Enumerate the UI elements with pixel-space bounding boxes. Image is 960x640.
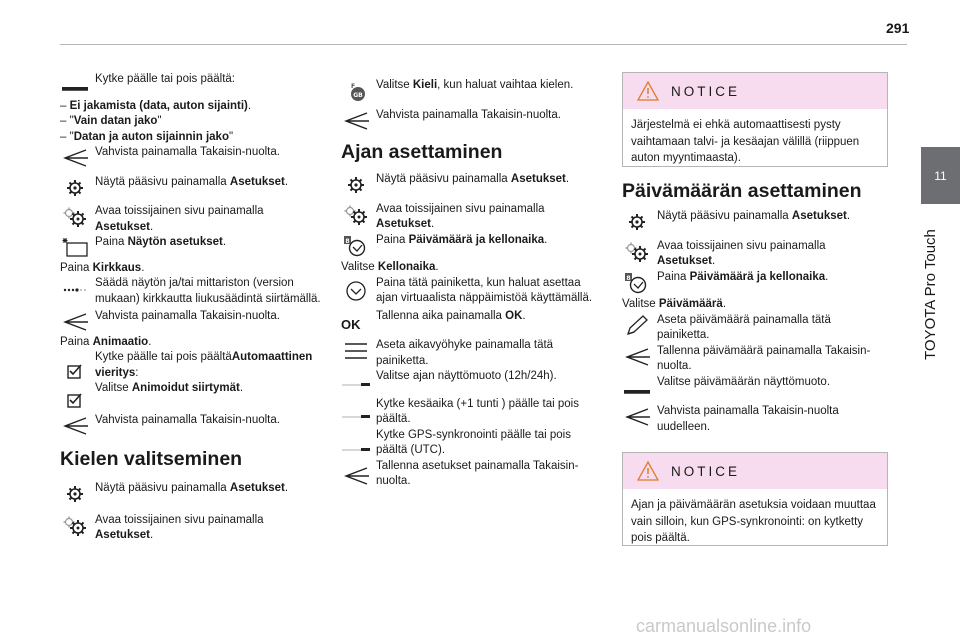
switch-icon (341, 403, 371, 425)
ok-icon: OK (341, 316, 361, 332)
back-arrow-icon (341, 465, 371, 487)
settings-gear-icon (341, 174, 371, 196)
option-no-sharing: – Ei jakamista (data, auton sijainti). (60, 99, 252, 112)
chevron-down-icon (341, 280, 371, 302)
notice-body: Ajan ja päivämäärän asetuksia voidaan muuttaa vain silloin, kun GPS-synkronointi: on kytketty pois päältä. (631, 499, 876, 544)
warning-icon (637, 461, 659, 481)
step-dst: Kytke kesäaika (+1 tunti ) päälle tai pois päältä. (341, 397, 603, 428)
step-gps-sync: Kytke GPS-synkronointi päälle tai pois päältä (UTC). (341, 428, 603, 459)
clock-icon (341, 235, 371, 257)
column-right (622, 180, 886, 435)
settings-gear-icon (60, 483, 90, 505)
step-animation: Paina Animaatio. (60, 335, 152, 348)
heading-language: Kielen valitseminen (60, 448, 243, 470)
column-left (60, 60, 322, 544)
option-data-only: – "Vain datan jako" (60, 115, 162, 127)
toggle-icon (60, 74, 90, 96)
step-timezone: Aseta aikavyöhyke painamalla tätä painiketta. (341, 338, 603, 369)
step-toggle-sharing: Kytke päälle tai pois päältä: (60, 72, 322, 88)
clock-icon (622, 272, 652, 294)
settings-gear-icon (60, 177, 90, 199)
back-arrow-icon (622, 406, 652, 428)
settings-gear-icon (622, 211, 652, 233)
switch-icon (341, 436, 371, 458)
secondary-settings-icon (341, 204, 371, 226)
notice-title: NOTICE (671, 463, 741, 479)
checkbox-icon (60, 389, 90, 411)
warning-icon (637, 81, 659, 101)
step-secondary-time: Avaa toissijainen sivu painamalla Asetukset. (341, 202, 603, 233)
step-date-time: Paina Päivämäärä ja kellonaika. (341, 233, 603, 249)
step-save-ok: OK Tallenna aika painamalla OK. (341, 309, 603, 325)
back-arrow-icon (60, 311, 90, 333)
secondary-settings-icon (60, 515, 90, 537)
back-arrow-icon (60, 415, 90, 437)
notice-header (623, 453, 887, 489)
heading-time: Ajan asettaminen (341, 141, 503, 163)
toggle-icon (622, 377, 652, 399)
step-auto-scroll: Kytke päälle tai pois päältäAutomaattinen vieritys: (60, 350, 322, 381)
step-confirm-lang: Vahvista painamalla Takaisin-nuolta. (341, 108, 603, 124)
step-settings: Näytä pääsivu painamalla Asetukset. (60, 175, 322, 191)
page-number: 291 (886, 20, 910, 36)
step-settings-lang: Näytä pääsivu painamalla Asetukset. (60, 481, 322, 497)
step-select-language: Valitse Kieli, kun haluat vaihtaa kielen. (341, 78, 603, 94)
switch-icon (341, 371, 371, 393)
heading-date: Päivämäärän asettaminen (622, 180, 862, 202)
language-flag-icon (341, 80, 371, 102)
notice-header (623, 73, 887, 109)
column-middle (341, 60, 603, 490)
step-save-date: Tallenna päivämäärä painamalla Takaisin-nuolta. (622, 344, 886, 375)
notice-body: Järjestelmä ei ehkä automaattisesti pysty vaihtamaan talvi- ja kesäajan välillä (riippuen auton myyntimaasta). (631, 119, 860, 164)
chapter-tab: 11 (921, 147, 960, 204)
step-secondary-lang: Avaa toissijainen sivu painamalla Asetukset. (60, 513, 322, 544)
step-confirm-date: Vahvista painamalla Takaisin-nuolta uudelleen. (622, 404, 886, 435)
back-arrow-icon (622, 346, 652, 368)
step-keyboard: Paina tätä painiketta, kun haluat asettaa ajan virtuaalista näppäimistöä käyttämällä. (341, 276, 603, 307)
step-set-date: Aseta päivämäärä painamalla tätä painiketta. (622, 313, 886, 344)
menu-icon (341, 340, 371, 362)
display-settings-icon (60, 237, 90, 259)
step-secondary-date: Avaa toissijainen sivu painamalla Asetukset. (622, 239, 886, 270)
step-animated-transitions: Valitse Animoidut siirtymät. (60, 381, 322, 397)
step-secondary-page: Avaa toissijainen sivu painamalla Asetukset. (60, 204, 322, 235)
step-settings-time: Näytä pääsivu painamalla Asetukset. (341, 172, 603, 188)
step-confirm: Vahvista painamalla Takaisin-nuolta. (60, 145, 322, 161)
step-save-settings: Tallenna asetukset painamalla Takaisin-nuolta. (341, 459, 603, 490)
step-select-date: Valitse Päivämäärä. (622, 298, 727, 310)
step-brightness-slider: Säädä näytön ja/tai mittariston (version mukaan) kirkkautta liukusäädintä siirtämällä. (60, 276, 322, 307)
step-date-format: Valitse päivämäärän näyttömuoto. (622, 375, 886, 391)
step-select-time: Valitse Kellonaika. (341, 261, 439, 273)
pencil-icon (622, 315, 652, 337)
notice-box-dst (622, 72, 888, 167)
notice-title: NOTICE (671, 83, 741, 99)
checkbox-icon (60, 360, 90, 382)
back-arrow-icon (341, 110, 371, 132)
option-data-location: – "Datan ja auton sijainnin jako" (60, 130, 234, 143)
secondary-settings-icon (60, 206, 90, 228)
step-brightness: Paina Kirkkaus. (60, 261, 145, 274)
secondary-settings-icon (622, 241, 652, 263)
step-confirm-3: Vahvista painamalla Takaisin-nuolta. (60, 413, 322, 429)
step-date-time-2: Paina Päivämäärä ja kellonaika. (622, 270, 886, 286)
notice-box-gps (622, 452, 888, 546)
option-list (60, 99, 322, 146)
back-arrow-icon (60, 147, 90, 169)
watermark: carmanualsonline.info (636, 616, 812, 636)
step-settings-date: Näytä pääsivu painamalla Asetukset. (622, 209, 886, 225)
step-display-settings: Paina Näytön asetukset. (60, 235, 322, 251)
step-time-format: Valitse ajan näyttömuoto (12h/24h). (341, 369, 603, 385)
step-confirm-2: Vahvista painamalla Takaisin-nuolta. (60, 309, 322, 325)
slider-icon (60, 278, 90, 300)
header-divider (60, 44, 907, 45)
chapter-title: TOYOTA Pro Touch (922, 229, 939, 360)
